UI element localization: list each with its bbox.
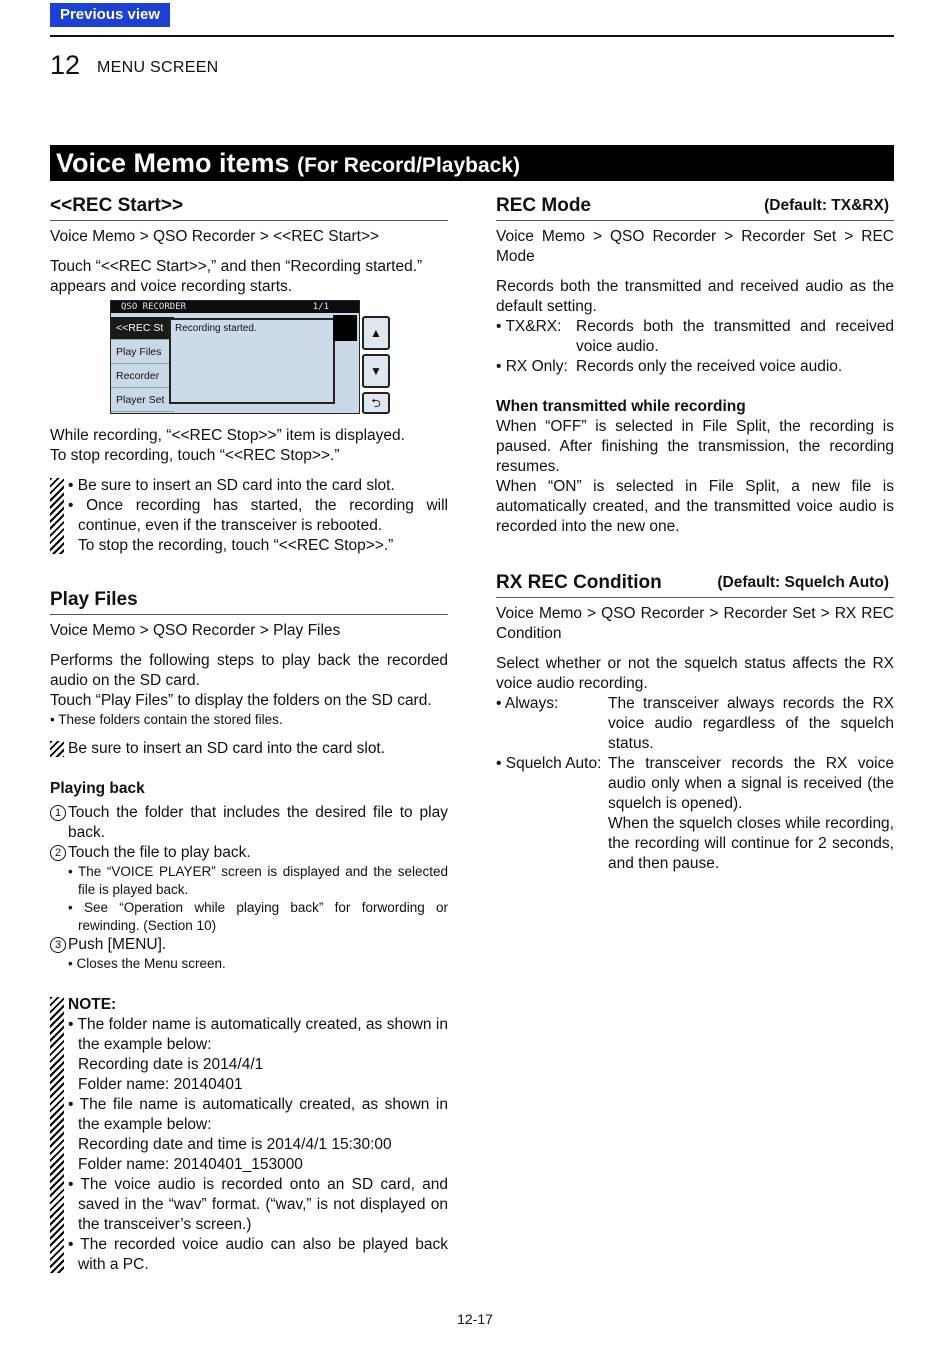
note-box <box>50 995 448 1275</box>
left-column <box>50 194 448 297</box>
option-value: Records only the received voice audio. <box>576 358 843 375</box>
play-files-desc: Performs the following steps to play back the recorded audio on the SD card. <box>50 652 448 689</box>
step-text: Push [MENU]. <box>68 936 167 953</box>
lcd-header <box>111 301 359 313</box>
lcd-down-button[interactable] <box>362 354 390 388</box>
play-files-note <box>50 739 448 759</box>
back-icon: ⮌ <box>371 396 381 410</box>
step-text: Touch the file to play back. <box>68 844 251 861</box>
step-number: 3 <box>50 937 66 953</box>
note-line: • The recorded voice audio can also be played back with a PC. <box>68 1236 448 1273</box>
lcd-item-recorder[interactable]: Recorder <box>111 365 174 388</box>
rec-start-notes <box>50 476 448 556</box>
chapter-number: 12 <box>50 50 81 80</box>
rx-rec-heading: RX REC Condition <box>496 572 662 593</box>
lcd-popup-text: Recording started. <box>175 323 257 334</box>
rec-mode-default: (Default: TX&RX) <box>764 197 889 214</box>
lcd-item-play-files[interactable]: Play Files <box>111 341 174 364</box>
option-key: • Squelch Auto: <box>496 755 602 772</box>
note-hatch-icon <box>50 741 64 757</box>
option-value: The transceiver always records the RX voice audio regardless of the squelch status. <box>608 695 894 752</box>
rec-mode-subheading: When transmitted while recording <box>496 398 746 415</box>
rx-rec-option <box>496 694 894 754</box>
rx-rec-default: (Default: Squelch Auto) <box>717 574 889 591</box>
lcd-page: 1/1 <box>312 302 329 312</box>
rec-mode-heading-row <box>496 194 894 218</box>
down-arrow-icon: ▼ <box>370 364 382 378</box>
lcd-item-rec-start[interactable]: <<REC St <box>111 317 174 340</box>
note-line: Folder name: 20140401_153000 <box>78 1156 303 1173</box>
play-files-small: • These folders contain the stored files. <box>50 712 283 727</box>
left-column-lower <box>50 426 448 1275</box>
option-key: • TX&RX: <box>496 318 562 335</box>
option-key: • Always: <box>496 695 559 712</box>
note-hatch-icon <box>50 478 64 554</box>
right-column <box>496 194 894 874</box>
rx-rec-extra: When the squelch closes while recording, the recording will continue for 2 seconds, and then pause. <box>608 815 894 872</box>
step-sub-line: • Closes the Menu screen. <box>68 956 226 971</box>
note-line: • Once recording has started, the recording will continue, even if the transceiver is rebooted. <box>68 497 448 534</box>
step-item <box>50 803 448 843</box>
lcd-screenshot <box>110 300 388 412</box>
rx-rec-heading-row <box>496 571 894 595</box>
rx-rec-option <box>496 754 894 814</box>
note-line: Recording date is 2014/4/1 <box>78 1056 264 1073</box>
rec-start-path: Voice Memo > QSO Recorder > <<REC Start>> <box>50 228 380 245</box>
banner-title: Voice Memo items <box>56 148 290 178</box>
note-line: • The folder name is automatically created, as shown in the example below: <box>68 1016 448 1053</box>
lcd-back-button[interactable] <box>362 392 390 414</box>
heading-rule <box>496 220 894 221</box>
heading-rule <box>496 597 894 598</box>
note-line: Be sure to insert an SD card into the card slot. <box>68 740 386 757</box>
rec-start-heading: <<REC Start>> <box>50 195 184 216</box>
option-value: Records both the transmitted and received voice audio. <box>576 318 894 355</box>
rec-start-after-2: To stop recording, touch “<<REC Stop>>.” <box>50 447 340 464</box>
lcd-popup <box>169 318 335 404</box>
step-item <box>50 935 448 955</box>
play-files-path: Voice Memo > QSO Recorder > Play Files <box>50 622 341 639</box>
lcd-scroll-thumb[interactable] <box>333 315 357 341</box>
rec-mode-para: When “ON” is selected in File Split, a new file is automatically created, and the transmitted voice audio is recorded into the new one. <box>496 478 894 535</box>
rec-mode-option <box>496 357 894 377</box>
play-files-desc: Touch “Play Files” to display the folders on the SD card. <box>50 692 432 709</box>
option-key: • RX Only: <box>496 358 568 375</box>
step-sub <box>50 955 448 973</box>
note-line: • The file name is automatically created, as shown in the example below: <box>68 1096 448 1133</box>
lcd-title: QSO RECORDER <box>121 302 187 312</box>
note-line: Recording date and time is 2014/4/1 15:30:00 <box>78 1136 392 1153</box>
play-files-heading: Play Files <box>50 589 138 610</box>
step-text: Touch the folder that includes the desired file to play back. <box>68 804 448 841</box>
note-line: To stop the recording, touch “<<REC Stop>>.” <box>78 537 394 554</box>
note-line: • Be sure to insert an SD card into the card slot. <box>68 477 395 494</box>
step-number: 1 <box>50 805 66 821</box>
step-item <box>50 843 448 863</box>
rec-mode-para: When “OFF” is selected in File Split, the recording is paused. After finishing the transmission, the recording resumes. <box>496 418 894 475</box>
note-line: Folder name: 20140401 <box>78 1076 243 1093</box>
heading-rule <box>50 614 448 615</box>
lcd-up-button[interactable] <box>362 316 390 350</box>
header-rule <box>50 35 894 37</box>
step-number: 2 <box>50 845 66 861</box>
note-hatch-icon <box>50 997 64 1273</box>
note-title: NOTE: <box>68 996 117 1013</box>
rec-mode-option <box>496 317 894 357</box>
rx-rec-desc: Select whether or not the squelch status affects the RX voice audio recording. <box>496 655 894 692</box>
rec-start-intro: Touch “<<REC Start>>,” and then “Recording started.” appears and voice recording starts. <box>50 258 423 295</box>
lcd-scrollbar[interactable] <box>333 315 357 411</box>
rec-mode-heading: REC Mode <box>496 195 591 216</box>
banner-subtitle: (For Record/Playback) <box>297 154 520 177</box>
note-line: • The voice audio is recorded onto an SD card, and saved in the “wav” format. (“wav,” is not displayed on the transceiver’s screen.) <box>68 1176 448 1233</box>
rec-mode-path: Voice Memo > QSO Recorder > Recorder Set > REC Mode <box>496 228 894 265</box>
step-sub-line: • The “VOICE PLAYER” screen is displayed and the selected file is played back. <box>68 864 448 897</box>
heading-rule <box>50 220 448 221</box>
page-number: 12-17 <box>457 1311 493 1327</box>
chapter-title: MENU SCREEN <box>97 59 219 76</box>
previous-view-button[interactable]: Previous view <box>50 3 170 27</box>
rx-rec-path: Voice Memo > QSO Recorder > Recorder Set > RX REC Condition <box>496 605 894 642</box>
lcd-item-player-set[interactable]: Player Set <box>111 389 174 412</box>
rec-start-after-1: While recording, “<<REC Stop>>” item is displayed. <box>50 427 405 444</box>
playing-back-heading: Playing back <box>50 780 145 797</box>
option-value: The transceiver records the RX voice audio only when a signal is received (the squelch is opened). <box>608 755 894 812</box>
up-arrow-icon: ▲ <box>370 326 382 340</box>
lcd-display <box>110 300 360 414</box>
step-sub-line: • See “Operation while playing back” for forwording or rewinding. (Section 10) <box>68 900 448 933</box>
rec-mode-desc: Records both the transmitted and received audio as the default setting. <box>496 278 894 315</box>
steps-list <box>50 803 448 973</box>
section-banner <box>50 145 894 181</box>
step-sub <box>50 863 448 935</box>
